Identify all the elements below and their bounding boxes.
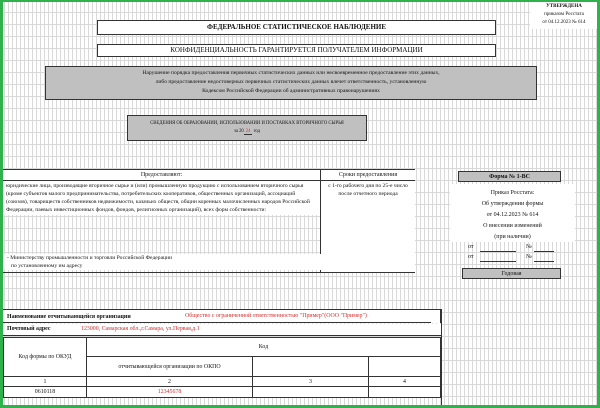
amendment-number-field[interactable] <box>534 261 554 262</box>
amendment-row-1 <box>468 242 560 252</box>
report-year-row <box>128 128 366 136</box>
org-name-label: Наименование отчитывающейся организации <box>3 309 181 323</box>
submitters-column <box>3 170 321 272</box>
number-label: № <box>526 254 532 260</box>
confidentiality-notice: КОНФИДЕНЦИАЛЬНОСТЬ ГАРАНТИРУЕТСЯ ПОЛУЧАТЕЛЕМ ИНФОРМАЦИИ <box>97 44 496 57</box>
approval-stamp <box>530 2 598 29</box>
code-subheader-3 <box>253 357 369 377</box>
approval-line-2: приказом Росстата <box>544 12 584 17</box>
amendment-date-field[interactable] <box>480 261 516 262</box>
warning-line-3: Кодексом Российской Федерации об административных правонарушениях <box>202 88 380 94</box>
legal-warning <box>45 66 537 100</box>
order-line-3: от 04.12.2023 № 614 <box>486 212 539 218</box>
warning-line-1: Нарушение порядка предоставления первичных статистических данных или несвоевременное предоставление этих данных, <box>142 70 440 76</box>
recipient-line-1: - Министерству промышленности и торговли Российской Федерации <box>7 255 173 261</box>
submission-table <box>3 169 415 273</box>
okpo-value[interactable]: 12345678 <box>87 387 253 398</box>
order-line-1: Приказ Росстата: <box>490 190 535 196</box>
approval-line-3: от 04.12.2023 № 614 <box>542 20 586 25</box>
order-line-2: Об утверждении формы <box>481 201 544 207</box>
deadlines-header: Сроки предоставления <box>321 170 415 181</box>
org-row-end <box>431 309 441 323</box>
code-header: Код <box>87 338 441 357</box>
report-title: СВЕДЕНИЯ ОБ ОБРАЗОВАНИИ, ИСПОЛЬЗОВАНИИ И ПОСТАВКАХ ВТОРИЧНОГО СЫРЬЯ <box>150 121 344 126</box>
submitters-text: юридические лица, производящие вторичное сырье и (или) промышленную продукцию с использованием вторичного сырья (кроме субъектов малого предпринимательства, потребительских кооперативов, общественных организаций, ассоциаций (союзов), товариществ собственников недвижимости, казачьих обществ, общин коренных малочисленных народов Российской Федерации, паевых инвестиционных фондов, фондов, религиозных организаций), всех форм собственности: <box>3 181 320 215</box>
year-prefix: за 20 <box>233 129 244 134</box>
okud-value[interactable]: 0610118 <box>4 387 87 398</box>
codes-table <box>3 337 441 398</box>
form-number: Форма № 1-ВС <box>458 171 561 182</box>
periodicity-label: Годовая <box>462 268 561 279</box>
recipient-line-2: по установленному им адресу <box>11 263 83 269</box>
recipient-block <box>3 254 321 270</box>
org-name-value[interactable]: Общество с ограниченной ответственностью "Пример"(ООО "Пример") <box>181 309 431 323</box>
deadlines-text: с 1-го рабочего дня по 25-е число после отчетного периода <box>321 181 415 199</box>
code-value-3[interactable] <box>253 387 369 398</box>
table-right-border <box>441 309 442 408</box>
col-number-4: 4 <box>369 377 441 387</box>
amendment-row-2 <box>468 252 560 262</box>
from-label: от <box>468 244 474 250</box>
col-number-1: 1 <box>4 377 87 387</box>
okpo-header: отчитывающейся организации по ОКПО <box>87 357 253 377</box>
warning-line-2: либо предоставление недостоверных первичных статистических данных влечет ответственность, установленную <box>155 79 427 85</box>
okud-header: Код формы по ОКУД <box>4 338 87 377</box>
report-title-box <box>127 115 367 141</box>
code-value-4[interactable] <box>369 387 441 398</box>
from-label: от <box>468 254 474 260</box>
address-label: Почтовый адрес <box>3 324 79 336</box>
col-number-3: 3 <box>253 377 369 387</box>
col-number-2: 2 <box>87 377 253 387</box>
approval-line-1: УТВЕРЖДЕНА <box>546 4 582 9</box>
year-input[interactable]: 24 <box>245 129 251 134</box>
number-label: № <box>526 244 532 250</box>
order-info <box>450 184 575 242</box>
code-subheader-4 <box>369 357 441 377</box>
year-suffix: год <box>253 129 261 134</box>
order-line-4: О внесении изменений <box>483 223 542 229</box>
address-value[interactable]: 123000, Самарская обл.,г.Самара, ул.Первая,д.1 <box>79 324 441 336</box>
deadlines-column <box>321 170 415 272</box>
federal-observation-title: ФЕДЕРАЛЬНОЕ СТАТИСТИЧЕСКОЕ НАБЛЮДЕНИЕ <box>97 20 496 35</box>
order-line-5: (при наличии) <box>494 234 531 240</box>
submitters-header: Предоставляют: <box>3 170 320 181</box>
